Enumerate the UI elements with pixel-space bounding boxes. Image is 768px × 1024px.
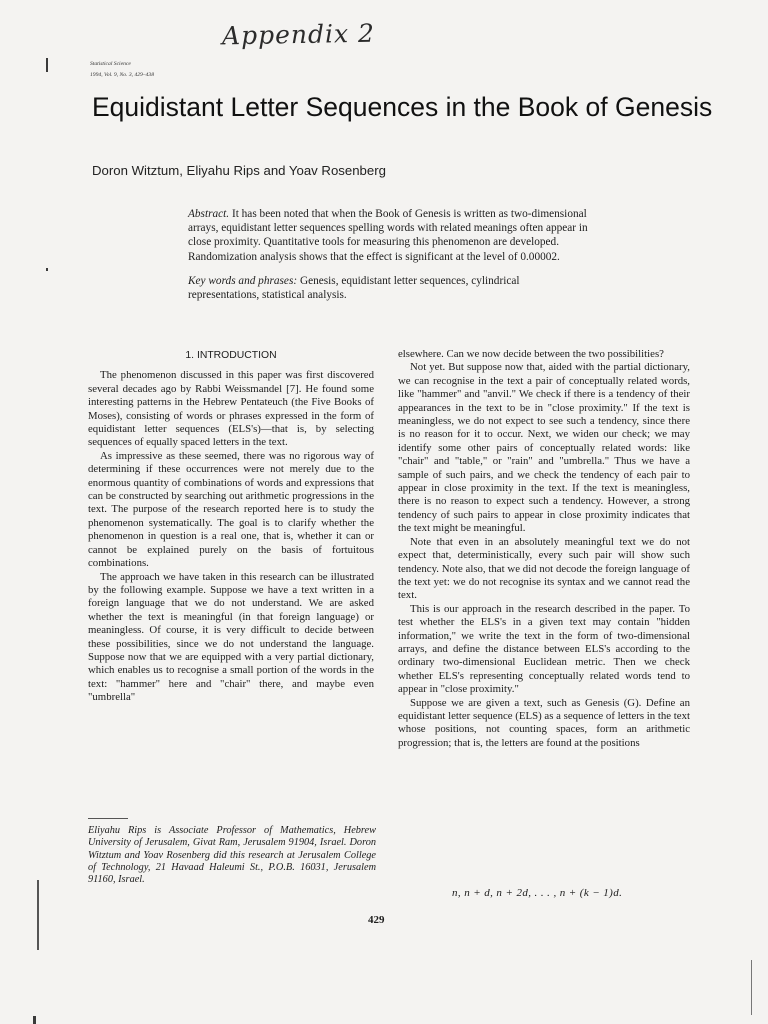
keywords-text: Genesis, equidistant letter sequences, cylindrical representations, statistical analysis. [188,274,520,302]
scan-mark [37,880,39,950]
paragraph-3: The approach we have taken in this research can be illustrated by the following example. Suppose we have a text written in a foreign language that we do not understand. We are asked whether the text is meaningful (in that foreign language) or meaningless. Of course, it is very difficult to decide between these possibilities, since we do not understand the language. Suppose now that we are equipped with a very partial dictionary, which enables us to recognise a small portion of the words in the text: "hammer" here and "chair" there, and maybe even "umbrella" [88,570,374,704]
paper-authors: Doron Witztum, Eliyahu Rips and Yoav Rosenberg [92,163,386,178]
keywords [188,274,590,302]
page-number: 429 [368,914,385,926]
journal-meta [90,59,154,81]
keywords-label: Key words and phrases: [188,274,298,287]
paper-title: Equidistant Letter Sequences in the Book of Genesis [92,92,713,122]
paragraph-5: Not yet. But suppose now that, aided with the partial dictionary, we can recognise in the text a pair of conceptually related words, like "hammer" and "anvil." We check if there is a tendency of their appearances in the text to be in "close proximity." If the text is meaningless, we do not expect to see such a tendency, since there is no reason for it to occur. Next, we widen our check; we may identify some other pairs of conceptually related words: like "chair" and "table," or "rain" and "umbrella." Thus we have a sample of such pairs, and we check the tendency of each pair to appear in close proximity in the text. If the text is meaningless, there is no reason to expect such a tendency. However, a strong tendency of such pairs to appear in close proximity indicates that the text might be meaningful. [398,361,690,535]
scan-mark [751,960,752,1015]
footnote-rule [88,818,128,819]
paragraph-2: As impressive as these seemed, there was no rigorous way of determining if these occurrences were not merely due to the enormous quantity of combinations of words and expressions that can be constructed by searching out arithmetic progressions in the text. The purpose of the research reported here is to study the phenomenon systematically. The goal is to clarify whether the phenomenon in question is a real one, that is, whether it can or cannot be explained purely on the basis of fortuitous combinations. [88,449,374,570]
author-footnote: Eliyahu Rips is Associate Professor of Mathematics, Hebrew University of Jerusalem, Givat Ram, Jerusalem 91904, Israel. Doron Witztum and Yoav Rosenberg did this research at Jerusalem College of Technology, 21 Havaad Haleumi St., P.O.B. 16031, Jerusalem 91160, Israel. [88,825,376,886]
right-column [398,348,690,750]
paragraph-6: Note that even in an absolutely meaningful text we do not expect that, deterministically, every such pair will show such tendency. Note also, that we did not decode the foreign language of the text yet: we do not recognise its syntax and we cannot read the text. [398,535,690,602]
paragraph-7: This is our approach in the research described in the paper. To test whether the ELS's in a given text may contain "hidden information," we write the text in the form of two-dimensional arrays, and define the distance between ELS's according to the ordinary two-dimensional Euclidean metric. Then we check whether ELS's representing conceptually related words tend to appear in "close proximity." [398,602,690,696]
abstract-block [188,207,590,302]
journal-name: Statistical Science [90,61,131,67]
scan-mark [33,1016,36,1024]
paragraph-8: Suppose we are given a text, such as Genesis (G). Define an equidistant letter sequence (ELS) as a sequence of letters in the text whose positions, not counting spaces, form an arithmetic progression; that is, the letters are found at the positions [398,696,690,749]
abstract-text: It has been noted that when the Book of Genesis is written as two-dimensional arrays, equidistant letter sequences spelling words with related meanings often appear in close proximity. Quantitative tools for measuring this phenomenon are developed. Randomization analysis shows that the effect is significant at the level of 0.00002. [188,208,588,263]
section-heading: 1. INTRODUCTION [185,350,277,361]
abstract [188,207,590,264]
scan-mark [46,268,48,271]
handwritten-annotation: Appendix 2 [221,18,376,51]
paragraph-1: The phenomenon discussed in this paper was first discovered several decades ago by Rabbi Weissmandel [7]. He found some interesting patterns in the Hebrew Pentateuch (the Five Books of Moses), consisting of words or phrases expressed in the form of equidistant letter sequences (ELS's)—that is, by selecting sequences of equally spaced letters in the text. [88,369,374,449]
progression-formula: n, n + d, n + 2d, . . . , n + (k − 1)d. [452,887,623,899]
scan-mark [46,58,48,72]
abstract-label: Abstract. [188,208,230,220]
journal-citation: 1994, Vol. 9, No. 3, 429–438 [90,72,155,78]
paragraph-4: elsewhere. Can we now decide between the two possibilities? [398,348,664,360]
left-column [88,348,374,705]
